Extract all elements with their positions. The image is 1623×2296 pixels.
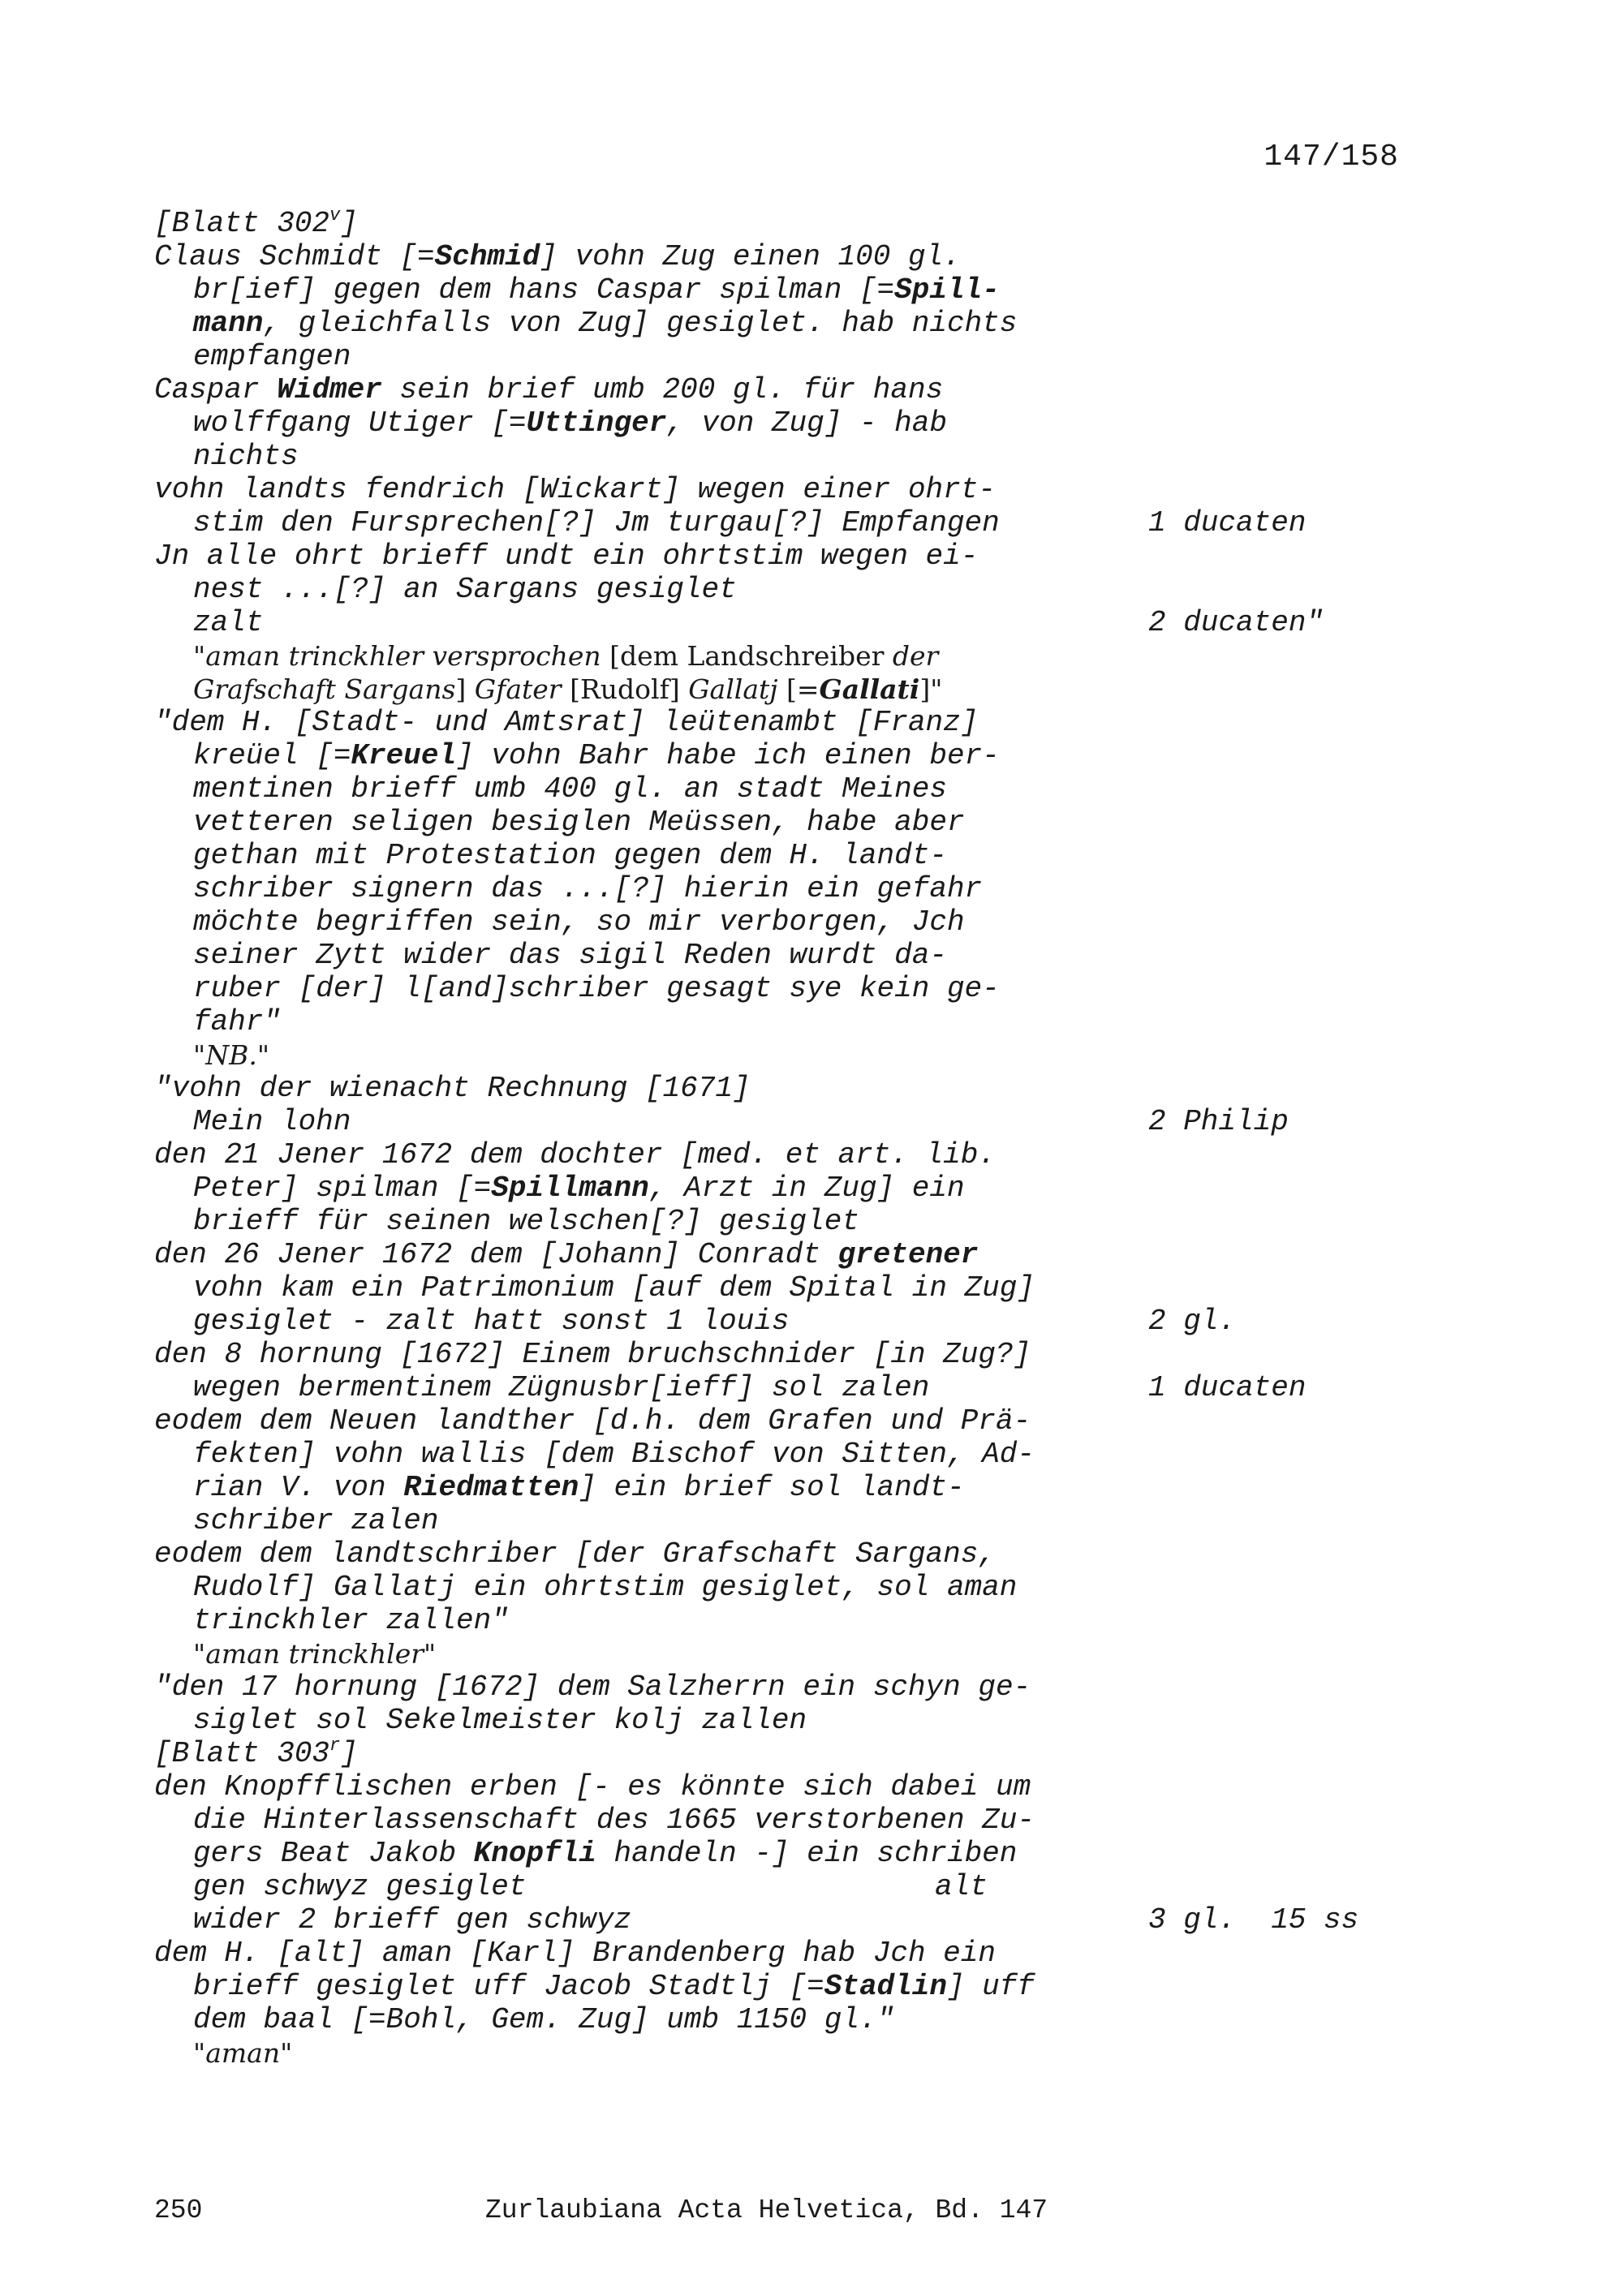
line-text: brieff gesiglet uff Jacob Stadtlj [=Stadlin] uff (193, 1970, 1035, 2003)
document-body (154, 207, 1420, 2070)
text-line (154, 739, 1420, 772)
line-text: nest ...[?] an Sargans gesiglet (193, 573, 737, 606)
line-text: vohn landts fendrich [Wickart] wegen einer ohrt- (154, 473, 996, 506)
text-line (154, 1837, 1420, 1870)
line-text: dem H. [alt] aman [Karl] Brandenberg hab Jch ein (154, 1937, 996, 1970)
text-line (154, 839, 1420, 872)
line-text: wegen bermentinem Zügnusbr[ieff] sol zalen (193, 1371, 930, 1404)
amount-value: 1 ducaten (1148, 1371, 1307, 1404)
text-line (154, 1471, 1420, 1504)
line-text: Claus Schmidt [=Schmid] vohn Zug einen 100 gl. (154, 240, 961, 273)
amount-value: 2 gl. (1148, 1305, 1237, 1338)
line-text: Caspar Widmer sein brief umb 200 gl. für hans (154, 373, 944, 406)
text-line (154, 1804, 1420, 1837)
footer-page-number: 250 (154, 2195, 203, 2225)
text-line (154, 872, 1420, 905)
line-text: möchte begriffen sein, so mir verborgen, Jch (193, 905, 965, 939)
line-text: Rudolf] Gallatj ein ohrtstim gesiglet, sol aman (193, 1571, 1018, 1604)
text-line (154, 406, 1420, 440)
text-line (154, 772, 1420, 806)
text-line (154, 1504, 1420, 1537)
line-text: empfangen (193, 340, 351, 373)
line-text: "dem H. [Stadt- und Amtsrat] leütenambt [Franz] (154, 706, 979, 739)
amount-value: 2 Philip (1148, 1105, 1289, 1138)
text-line (154, 939, 1420, 972)
text-line (154, 373, 1420, 406)
line-text: schriber signern das ...[?] hierin ein gefahr (193, 872, 983, 905)
line-text: "vohn der wienacht Rechnung [1671] (154, 1072, 751, 1105)
amount-value: 1 ducaten (1148, 506, 1307, 540)
text-line (154, 1005, 1420, 1038)
text-line (154, 1604, 1420, 1637)
line-text: siglet sol Sekelmeister kolj zallen (193, 1704, 807, 1737)
text-line (154, 1205, 1420, 1238)
text-line (154, 1770, 1420, 1804)
line-text: gen schwyz gesiglet (193, 1870, 527, 1903)
text-line (154, 1937, 1420, 1970)
amount-value: 2 ducaten" (1148, 606, 1324, 639)
text-line (154, 307, 1420, 340)
text-line (154, 1737, 1420, 1770)
line-text: Grafschaft Sargans] Gfater [Rudolf] Gallatj [=Gallati]" (193, 673, 943, 705)
line-text: "aman trinckhler" (193, 1638, 437, 1670)
line-text: "aman" (193, 2037, 293, 2069)
line-text: vohn kam ein Patrimonium [auf dem Spital in Zug] (193, 1271, 1035, 1305)
line-text: den 26 Jener 1672 dem [Johann] Conradt gretener (154, 1238, 979, 1271)
text-line (154, 1537, 1420, 1571)
text-line (154, 1338, 1420, 1371)
line-text: die Hinterlassenschaft des 1665 verstorbenen Zu- (193, 1804, 1035, 1837)
text-line (154, 606, 1420, 639)
line-text: trinckhler zallen" (193, 1604, 509, 1637)
page-counter: 147/158 (1264, 140, 1399, 174)
amount-value: 3 gl. 15 ss (1148, 1903, 1359, 1937)
text-line (154, 1038, 1420, 1072)
line-text: nichts (193, 440, 299, 473)
line-text: kreüel [=Kreuel] vohn Bahr habe ich einen ber- (193, 739, 1000, 772)
text-line (154, 1903, 1420, 1937)
line-text: den Knopfflischen erben [- es könnte sich dabei um (154, 1770, 1031, 1804)
text-line (154, 440, 1420, 473)
text-line (154, 540, 1420, 573)
line-text: eodem dem landtschriber [der Grafschaft Sargans, (154, 1537, 996, 1571)
line-text: wider 2 brieff gen schwyz (193, 1903, 632, 1937)
text-line (154, 1072, 1420, 1105)
line-text: den 8 hornung [1672] Einem bruchschnider [in Zug?] (154, 1338, 1031, 1371)
line-text: mann, gleichfalls von Zug] gesiglet. hab nichts (193, 307, 1018, 340)
line-text: zalt (193, 606, 264, 639)
text-line (154, 1238, 1420, 1271)
text-line (154, 706, 1420, 739)
line-text: ruber [der] l[and]schriber gesagt sye kein ge- (193, 972, 1000, 1005)
line-text: wolffgang Utiger [=Uttinger, von Zug] - hab (193, 406, 947, 440)
text-line (154, 905, 1420, 939)
line-text: stim den Fursprechen[?] Jm turgau[?] Empfangen (193, 506, 1000, 540)
line-text: schriber zalen (193, 1504, 439, 1537)
text-line (154, 1172, 1420, 1205)
text-line (154, 972, 1420, 1005)
line-text: dem baal [=Bohl, Gem. Zug] umb 1150 gl." (193, 2003, 895, 2036)
line-text: rian V. von Riedmatten] ein brief sol landt- (193, 1471, 965, 1504)
line-text: "aman trinckhler versprochen [dem Landschreiber der (193, 640, 939, 672)
text-line (154, 1670, 1420, 1704)
line-text: Peter] spilman [=Spillmann, Arzt in Zug] ein (193, 1172, 965, 1205)
footer-series-title: Zurlaubiana Acta Helvetica, Bd. 147 (485, 2195, 1048, 2225)
line-text: mentinen brieff umb 400 gl. an stadt Meines (193, 772, 947, 806)
line-text: vetteren seligen besiglen Meüssen, habe aber (193, 806, 965, 839)
line-text: den 21 Jener 1672 dem dochter [med. et art. lib. (154, 1138, 996, 1172)
text-line (154, 340, 1420, 373)
text-line (154, 2036, 1420, 2070)
text-line (154, 240, 1420, 273)
text-line (154, 1704, 1420, 1737)
text-line (154, 1571, 1420, 1604)
text-line (154, 806, 1420, 839)
line-text: eodem dem Neuen landther [d.h. dem Grafen und Prä- (154, 1404, 1031, 1438)
line-text: gers Beat Jakob Knopfli handeln -] ein schriben (193, 1837, 1018, 1870)
text-line (154, 639, 1420, 673)
line-text: "den 17 hornung [1672] dem Salzherrn ein schyn ge- (154, 1670, 1031, 1704)
line-text: brieff für seinen welschen[?] gesiglet (193, 1205, 859, 1238)
text-line (154, 1305, 1420, 1338)
inline-note: alt (935, 1870, 988, 1903)
line-text: fekten] vohn wallis [dem Bischof von Sitten, Ad- (193, 1438, 1035, 1471)
line-text: [Blatt 302$^v$] (154, 205, 358, 240)
text-line (154, 2003, 1420, 2036)
text-line (154, 1105, 1420, 1138)
line-text: gesiglet - zalt hatt sonst 1 louis (193, 1305, 790, 1338)
text-line (154, 1637, 1420, 1670)
text-line (154, 506, 1420, 540)
line-text: [Blatt 303$^r$] (154, 1735, 358, 1770)
text-line (154, 473, 1420, 506)
line-text: br[ief] gegen dem hans Caspar spilman [=Spill- (193, 273, 1000, 307)
line-text: Mein lohn (193, 1105, 351, 1138)
line-text: seiner Zytt wider das sigil Reden wurdt da- (193, 939, 947, 972)
text-line (154, 573, 1420, 606)
text-line (154, 1438, 1420, 1471)
text-line (154, 1404, 1420, 1438)
line-text: "NB." (193, 1039, 269, 1071)
text-line (154, 1870, 1420, 1903)
text-line (154, 673, 1420, 706)
line-text: gethan mit Protestation gegen dem H. landt- (193, 839, 947, 872)
line-text: Jn alle ohrt brieff undt ein ohrtstim wegen ei- (154, 540, 979, 573)
text-line (154, 1271, 1420, 1305)
text-line (154, 1138, 1420, 1172)
line-text: fahr" (193, 1005, 282, 1038)
text-line (154, 207, 1420, 240)
text-line (154, 273, 1420, 307)
text-line (154, 1970, 1420, 2003)
text-line (154, 1371, 1420, 1404)
